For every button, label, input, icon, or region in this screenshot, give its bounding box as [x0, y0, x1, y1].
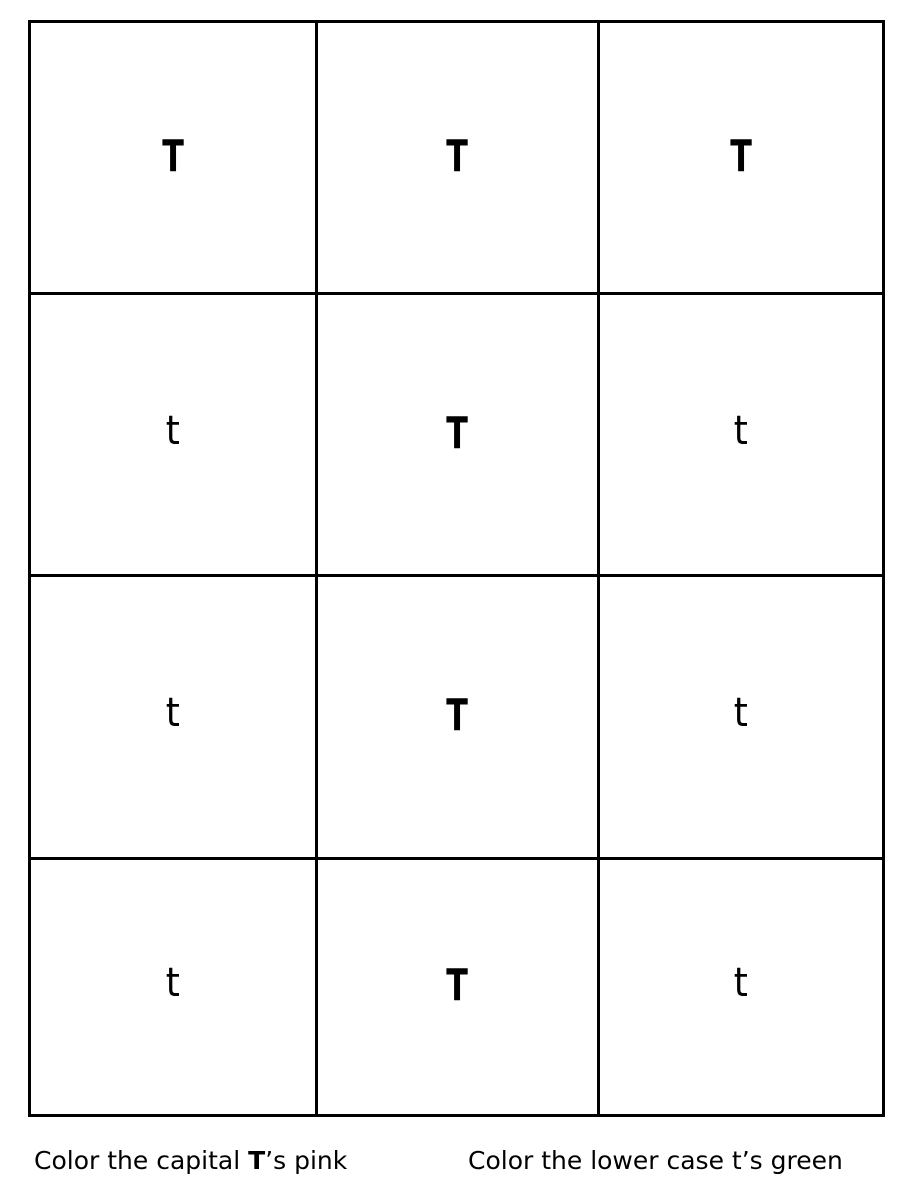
letter-capital-t: T [730, 130, 752, 182]
letter-capital-t: T [446, 130, 469, 182]
grid-cell-r1-c2 [318, 23, 600, 295]
letter-capital-t: T [446, 407, 469, 459]
letter-lowercase-t: t [165, 690, 181, 736]
grid-cell-r1-c1 [31, 23, 318, 295]
grid-cell-r2-c1 [31, 295, 318, 577]
grid-cell-r3-c1 [31, 577, 318, 860]
grid-cell-r4-c2 [318, 860, 600, 1114]
grid-cell-r2-c3 [600, 295, 882, 577]
letter-lowercase-t: t [733, 960, 749, 1006]
grid-cell-r1-c3 [600, 23, 882, 295]
letter-lowercase-t: t [165, 407, 181, 454]
instruction-capital-suffix: ’s pink [265, 1146, 348, 1175]
letter-lowercase-t: t [733, 690, 749, 736]
grid-cell-r2-c2 [318, 295, 600, 577]
grid-cell-r3-c2 [318, 577, 600, 860]
letter-capital-t: T [446, 960, 469, 1011]
instruction-capital-letter: T [248, 1146, 266, 1175]
instructions [0, 1146, 918, 1182]
grid-cell-r4-c3 [600, 860, 882, 1114]
letter-grid [28, 20, 885, 1117]
instruction-capital-text: Color the capital [34, 1146, 249, 1175]
instruction-capital [34, 1146, 347, 1175]
instruction-lowercase: Color the lower case t’s green [468, 1146, 843, 1175]
grid-cell-r4-c1 [31, 860, 318, 1114]
letter-lowercase-t: t [165, 960, 181, 1006]
letter-lowercase-t: t [733, 407, 749, 454]
letter-capital-t: T [162, 130, 184, 182]
grid-cell-r3-c3 [600, 577, 882, 860]
letter-capital-t: T [446, 690, 469, 741]
